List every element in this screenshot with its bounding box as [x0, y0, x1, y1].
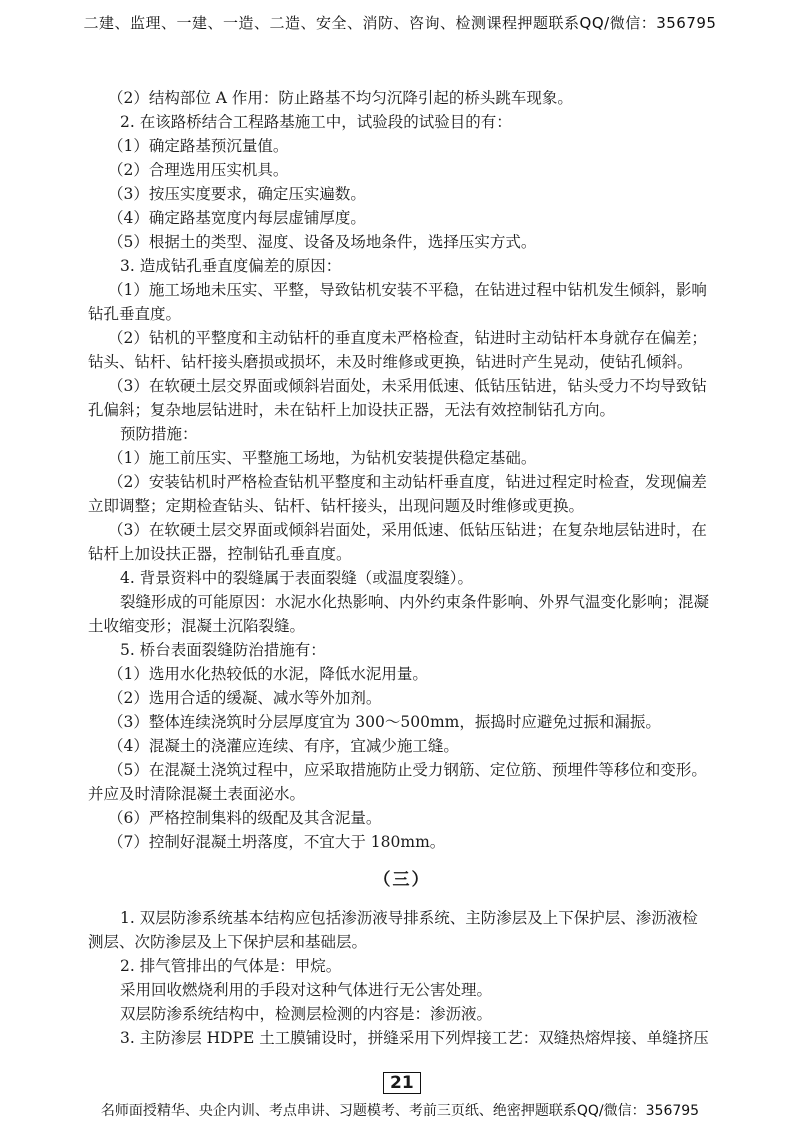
text-line: （4）混凝土的浇灌应连续、有序，宜减少施工缝。 [108, 737, 459, 755]
text-line: 双层防渗系统结构中，检测层检测的内容是：渗沥液。 [120, 1005, 493, 1023]
text-line: 3. 主防渗层 HDPE 土工膜铺设时，拼缝采用下列焊接工艺：双缝热熔焊接、单缝挤压 [120, 1029, 709, 1047]
page-header: 二建、监理、一建、一造、二造、安全、消防、咨询、检测课程押题联系QQ/微信：356795 [83, 14, 717, 32]
text-line: 立即调整；定期检查钻头、钻杆、钻杆接头，出现问题及时维修或更换。 [88, 497, 585, 515]
page-number: 21 [383, 1072, 421, 1094]
text-line: （3）整体连续浇筑时分层厚度宜为 300～500mm，振捣时应避免过振和漏振。 [108, 713, 661, 731]
text-line: 钻杆上加设扶正器，控制钻孔垂直度。 [88, 545, 352, 563]
text-line: （6）严格控制集料的级配及其含泥量。 [108, 809, 382, 827]
section-title: （三） [373, 870, 431, 890]
text-line: （1）施工场地未压实、平整，导致钻机安装不平稳，在钻进过程中钻机发生倾斜，影响 [108, 281, 707, 299]
text-line: （1）选用水化热较低的水泥，降低水泥用量。 [108, 665, 428, 683]
text-line: 2. 在该路桥结合工程路基施工中，试验段的试验目的有： [120, 113, 512, 131]
page-footer: 名师面授精华、央企内训、考点串讲、习题模考、考前三页纸、绝密押题联系QQ/微信：356795 [100, 1103, 700, 1119]
text-line: （1）施工前压实、平整施工场地，为钻机安装提供稳定基础。 [108, 449, 537, 467]
text-line: （2）钻机的平整度和主动钻杆的垂直度未严格检查，钻进时主动钻杆本身就存在偏差； [108, 329, 707, 347]
text-line: （5）根据土的类型、湿度、设备及场地条件，选择压实方式。 [108, 233, 537, 251]
text-line: （5）在混凝土浇筑过程中，应采取措施防止受力钢筋、定位筋、预埋件等移位和变形。 [108, 761, 707, 779]
text-line: 4. 背景资料中的裂缝属于表面裂缝（或温度裂缝）。 [120, 569, 473, 587]
text-line: 5. 桥台表面裂缝防治措施有： [120, 641, 326, 659]
text-line: （2）安装钻机时严格检查钻机平整度和主动钻杆垂直度，钻进过程定时检查，发现偏差 [108, 473, 707, 491]
text-line: 测层、次防渗层及上下保护层和基础层。 [88, 933, 368, 951]
text-line: （3）按压实度要求，确定压实遍数。 [108, 185, 366, 203]
text-line: （3）在软硬土层交界面或倾斜岩面处，未采用低速、低钻压钻进，钻头受力不均导致钻 [108, 377, 707, 395]
text-line: （2）结构部位 A 作用：防止路基不均匀沉降引起的桥头跳车现象。 [108, 89, 573, 107]
text-line: （2）合理选用压实机具。 [108, 161, 289, 179]
text-line: （1）确定路基预沉量值。 [108, 137, 289, 155]
text-line: 1. 双层防渗系统基本结构应包括渗沥液导排系统、主防渗层及上下保护层、渗沥液检 [120, 909, 698, 927]
text-line: 钻头、钻杆、钻杆接头磨损或损坏，未及时维修或更换，钻进时产生晃动，使钻孔倾斜。 [88, 353, 693, 371]
text-line: 孔偏斜；复杂地层钻进时，未在钻杆上加设扶正器，无法有效控制钻孔方向。 [88, 401, 616, 419]
text-line: 并应及时清除混凝土表面泌水。 [88, 785, 306, 803]
text-line: 采用回收燃烧利用的手段对这种气体进行无公害处理。 [120, 981, 493, 999]
text-line: 裂缝形成的可能原因：水泥水化热影响、内外约束条件影响、外界气温变化影响；混凝 [120, 593, 710, 611]
text-line: （2）选用合适的缓凝、减水等外加剂。 [108, 689, 382, 707]
text-line: 2. 排气管排出的气体是：甲烷。 [120, 957, 342, 975]
text-line: 钻孔垂直度。 [88, 305, 182, 323]
document-body [88, 86, 716, 1050]
text-line: 3. 造成钻孔垂直度偏差的原因： [120, 257, 342, 275]
text-line: （7）控制好混凝土坍落度，不宜大于 180mm。 [108, 833, 446, 851]
answer-block-2 [88, 906, 716, 1050]
text-line: 土收缩变形；混凝土沉陷裂缝。 [88, 617, 306, 635]
text-line: （3）在软硬土层交界面或倾斜岩面处，采用低速、低钻压钻进；在复杂地层钻进时，在 [108, 521, 707, 539]
text-line: （4）确定路基宽度内每层虚铺厚度。 [108, 209, 366, 227]
text-line: 预防措施： [120, 425, 198, 443]
answer-block-1 [88, 86, 716, 854]
